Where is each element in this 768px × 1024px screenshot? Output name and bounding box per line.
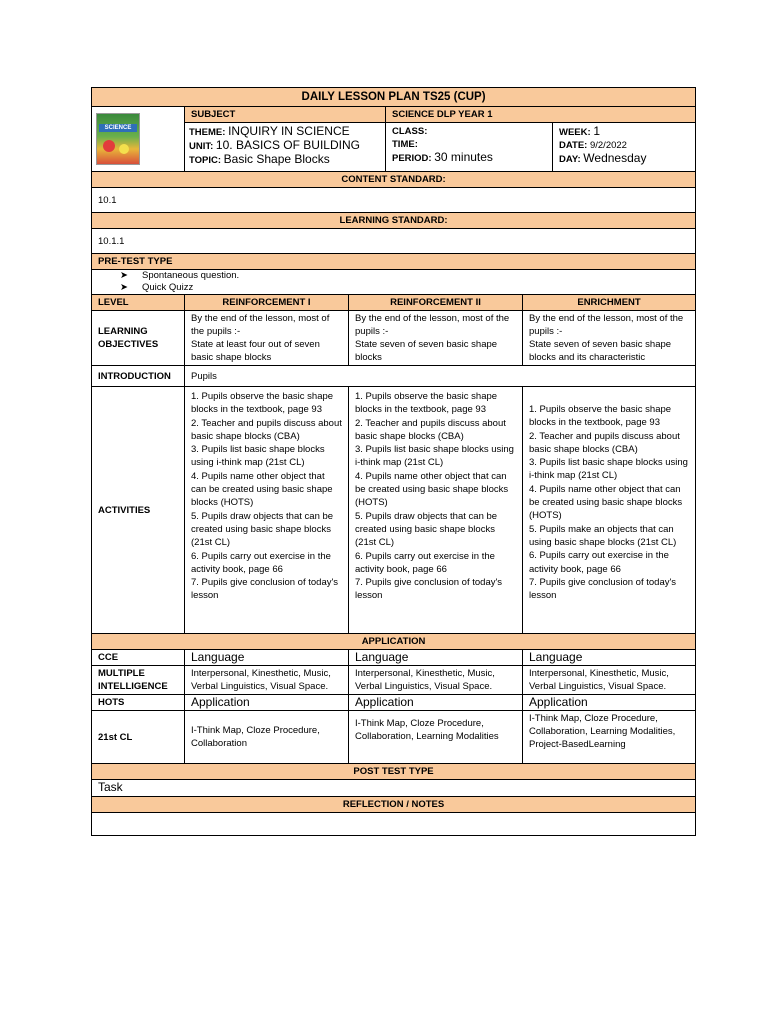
reflection-value [92, 813, 696, 836]
theme-value: INQUIRY IN SCIENCE [228, 124, 350, 138]
book-cover-title: SCIENCE [99, 124, 137, 132]
level-reinforcement-1: REINFORCEMENT I [185, 295, 349, 311]
level-label: LEVEL [92, 295, 185, 311]
pretest-label: PRE-TEST TYPE [92, 254, 696, 270]
date-label: DATE: [559, 140, 588, 151]
activities-cell-3: 1. Pupils observe the basic shape blocks in the textbook, page 93 2. Teacher and pupils discuss about basic shape blocks (CBA) 3. Pupils list basic shape blocks using i-think map (21st CL) 4. Pupils name other object that can be created using basic shape blocks (HOTS) 5. Pupils make an objects that can using basic shape blocks (21st CL) 6. Pupils carry out exercise in the activity book, page 66 7. Pupils give conclusion of today's lesson [523, 387, 696, 634]
unit-value: 10. BASICS OF BUILDING [215, 138, 360, 152]
theme-label: THEME: [189, 127, 226, 138]
reflection-label: REFLECTION / NOTES [92, 797, 696, 813]
objectives-cell-3: By the end of the lesson, most of the pupils :- State seven of seven basic shape blocks and its characteristic [523, 311, 696, 366]
activities-cell-1: 1. Pupils observe the basic shape blocks in the textbook, page 93 2. Teacher and pupils discuss about basic shape blocks (CBA) 3. Pupils list basic shape blocks using i-think map (21st CL) 4. Pupils name other object that can be created using basic shape blocks (HOTS) 5. Pupils draw objects that can be created using basic shape blocks (21st CL) 6. Pupils carry out exercise in the activity book, page 66 7. Pupils give conclusion of today's lesson [185, 387, 349, 634]
hots-value-2: Application [349, 695, 523, 711]
week-date-day-cell [553, 123, 696, 172]
unit-label: UNIT: [189, 141, 214, 152]
cl-value-3: I-Think Map, Cloze Procedure, Collaboration, Learning Modalities, Project-BasedLearning [523, 711, 696, 764]
theme-unit-topic-cell [185, 123, 386, 172]
time-label: TIME: [392, 139, 418, 150]
book-cover-cell [92, 107, 185, 172]
objectives-cell-2: By the end of the lesson, most of the pupils :- State seven of seven basic shape blocks [349, 311, 523, 366]
introduction-label: INTRODUCTION [92, 366, 185, 387]
pretest-list [98, 270, 689, 294]
cce-value-2: Language [349, 650, 523, 666]
topic-value: Basic Shape Blocks [223, 152, 330, 166]
document-title: DAILY LESSON PLAN TS25 (CUP) [92, 88, 696, 107]
subject-value: SCIENCE DLP YEAR 1 [386, 107, 696, 123]
hots-value-1: Application [185, 695, 349, 711]
hots-value-3: Application [523, 695, 696, 711]
activities-label: ACTIVITIES [92, 387, 185, 634]
cl-value-2: I-Think Map, Cloze Procedure, Collaboration, Learning Modalities [349, 711, 523, 764]
cce-value-3: Language [523, 650, 696, 666]
subject-label: SUBJECT [185, 107, 386, 123]
cce-value-1: Language [185, 650, 349, 666]
content-standard-label: CONTENT STANDARD: [92, 172, 696, 188]
post-test-value: Task [92, 780, 696, 797]
list-item: ➤ Spontaneous question. [120, 270, 240, 281]
content-standard-value: 10.1 [92, 188, 696, 213]
week-label: WEEK: [559, 127, 591, 138]
topic-label: TOPIC: [189, 155, 222, 166]
day-value: Wednesday [583, 151, 647, 165]
lesson-plan-table [91, 87, 696, 836]
book-cover-image [96, 113, 140, 165]
application-label: APPLICATION [92, 634, 696, 650]
week-value: 1 [593, 124, 600, 138]
objectives-label: LEARNING OBJECTIVES [92, 311, 185, 366]
mi-value-2: Interpersonal, Kinesthetic, Music, Verbal Linguistics, Visual Space. [349, 666, 523, 695]
mi-value-3: Interpersonal, Kinesthetic, Music, Verbal Linguistics, Visual Space. [523, 666, 696, 695]
date-value: 9/2/2022 [589, 140, 627, 151]
class-time-period-cell [386, 123, 553, 172]
learning-standard-label: LEARNING STANDARD: [92, 213, 696, 229]
arrow-bullet-icon: ➤ [120, 270, 128, 281]
level-reinforcement-2: REINFORCEMENT II [349, 295, 523, 311]
period-label: PERIOD: [392, 153, 432, 164]
post-test-label: POST TEST TYPE [92, 764, 696, 780]
cce-label: CCE [92, 650, 185, 666]
pretest-list-cell [92, 270, 696, 295]
objectives-cell-1: By the end of the lesson, most of the pupils :- State at least four out of seven basic shape blocks [185, 311, 349, 366]
introduction-value: Pupils [185, 366, 696, 387]
level-enrichment: ENRICHMENT [523, 295, 696, 311]
activities-cell-2: 1. Pupils observe the basic shape blocks in the textbook, page 93 2. Teacher and pupils discuss about basic shape blocks (CBA) 3. Pupils list basic shape blocks using i-think map (21st CL) 4. Pupils name other object that can be created using basic shape blocks (HOTS) 5. Pupils draw objects that can be created using basic shape blocks (21st CL) 6. Pupils carry out exercise in the activity book, page 66 7. Pupils give conclusion of today's lesson [349, 387, 523, 634]
class-label: CLASS: [392, 126, 428, 137]
mi-value-1: Interpersonal, Kinesthetic, Music, Verbal Linguistics, Visual Space. [185, 666, 349, 695]
period-value: 30 minutes [434, 150, 493, 164]
mi-label: MULTIPLE INTELLIGENCE [92, 666, 185, 695]
lesson-plan-page [91, 87, 695, 836]
day-label: DAY: [559, 154, 581, 165]
learning-standard-value: 10.1.1 [92, 229, 696, 254]
arrow-bullet-icon: ➤ [120, 282, 128, 293]
cl-label: 21st CL [92, 711, 185, 764]
hots-label: HOTS [92, 695, 185, 711]
list-item: ➤ Quick Quizz [120, 282, 194, 293]
cl-value-1: I-Think Map, Cloze Procedure, Collaboration [185, 711, 349, 764]
